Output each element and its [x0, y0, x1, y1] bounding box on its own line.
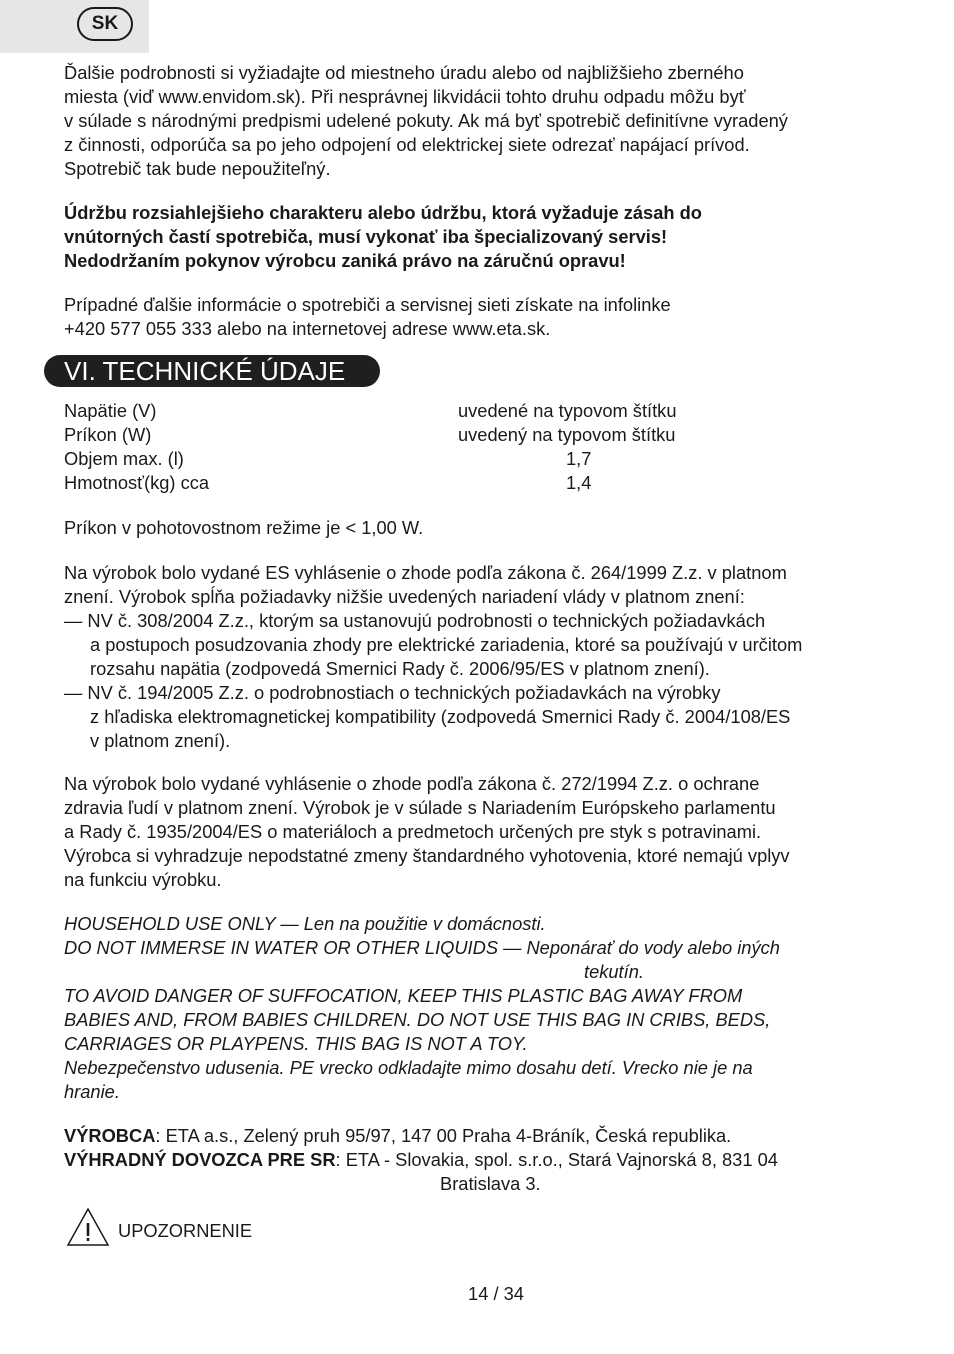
text-line: zdravia ľudí v platnom znení. Výrobok je v súlade s Nariadením Európskeho parlamentu	[64, 797, 776, 818]
spec-value: 1,7	[566, 448, 592, 469]
language-tab	[0, 0, 149, 53]
text-line: na funkciu výrobku.	[64, 869, 222, 890]
text-line: Prípadné ďalšie informácie o spotrebiči a servisnej sieti získate na infolinke	[64, 294, 671, 315]
spec-row	[64, 399, 894, 423]
spec-row	[64, 471, 894, 495]
spec-label: Objem max. (l)	[64, 448, 184, 469]
text-line: znení. Výrobok spĺňa požiadavky nižšie uvedených nariadení vlády v platnom znení:	[64, 586, 745, 607]
text-line: vnútorných častí spotrebiča, musí vykonať iba špecializovaný servis!	[64, 226, 668, 247]
food-contact-paragraph	[64, 772, 894, 892]
info-paragraph	[64, 293, 894, 341]
importer-label: VÝHRADNÝ DOVOZCA PRE SR	[64, 1149, 336, 1170]
spec-value: 1,4	[566, 472, 592, 493]
importer-line	[64, 1148, 894, 1172]
disposal-paragraph	[64, 61, 894, 181]
text-line: Na výrobok bolo vydané vyhlásenie o zhode podľa zákona č. 272/1994 Z.z. o ochrane	[64, 773, 760, 794]
text-line: Údržbu rozsiahlejšieho charakteru alebo údržbu, ktorá vyžaduje zásah do	[64, 202, 702, 223]
notice-bag-line: hranie.	[64, 1081, 120, 1102]
text-line: +420 577 055 333 alebo na internetovej adrese www.eta.sk.	[64, 318, 551, 339]
text-line: Výrobca si vyhradzuje nepodstatné zmeny štandardného vyhotovenia, ktoré nemajú vplyv	[64, 845, 790, 866]
manufacturer-text: : ETA a.s., Zelený pruh 95/97, 147 00 Praha 4-Bráník, Česká republika.	[155, 1125, 732, 1146]
text-line: z činnosti, odporúča sa po jeho odpojení od elektrickej siete odrezať napájací prívod.	[64, 134, 750, 155]
manufacturer-label: VÝROBCA	[64, 1125, 156, 1146]
notice-bag-line: BABIES AND, FROM BABIES CHILDREN. DO NOT USE THIS BAG IN CRIBS, BEDS,	[64, 1009, 771, 1030]
notice-household: HOUSEHOLD USE ONLY — Len na použitie v domácnosti.	[64, 913, 546, 934]
nv-item-line: v platnom znení).	[90, 730, 231, 751]
language-badge: SK	[77, 7, 133, 41]
text-line: Príkon v pohotovostnom režime je < 1,00 W.	[64, 517, 424, 538]
notice-bag-line: CARRIAGES OR PLAYPENS. THIS BAG IS NOT A TOY.	[64, 1033, 528, 1054]
spec-value: uvedený na typovom štítku	[458, 424, 676, 445]
service-warning-paragraph	[64, 201, 894, 273]
safety-notices	[64, 912, 894, 1104]
nv-item-line: z hľadiska elektromagnetickej kompatibility (zodpovedá Smernici Rady č. 2004/108/ES	[90, 706, 791, 727]
nv-item-line: rozsahu napätia (zodpovedá Smernici Rady č. 2006/95/ES v platnom znení).	[90, 658, 710, 679]
warning-triangle-icon	[66, 1207, 110, 1249]
page-number: 14 / 34	[468, 1283, 524, 1304]
spec-label: Napätie (V)	[64, 400, 157, 421]
nv-item-first-line: — NV č. 308/2004 Z.z., ktorým sa ustanovujú podrobnosti o technických požiadavkách	[64, 610, 766, 631]
notice-immerse-continued: tekutín.	[584, 961, 644, 982]
notice-bag-line: Nebezpečenstvo udusenia. PE vrecko odkladajte mimo dosahu detí. Vrecko nie je na	[64, 1057, 753, 1078]
importer-text: : ETA - Slovakia, spol. s.r.o., Stará Vajnorská 8, 831 04	[335, 1149, 778, 1170]
conformity-paragraph	[64, 561, 894, 753]
text-line: a Rady č. 1935/2004/ES o materiáloch a predmetoch určených pre styk s potravinami.	[64, 821, 762, 842]
notice-bag-line: TO AVOID DANGER OF SUFFOCATION, KEEP THIS PLASTIC BAG AWAY FROM	[64, 985, 743, 1006]
importer-text-continued: Bratislava 3.	[440, 1173, 541, 1194]
text-line: miesta (viď www.envidom.sk). Při nesprávnej likvidácii tohto druhu odpadu môžu byť	[64, 86, 746, 107]
spec-row	[64, 447, 894, 471]
warning-notice	[66, 1207, 326, 1251]
text-line: Na výrobok bolo vydané ES vyhlásenie o zhode podľa zákona č. 264/1999 Z.z. v platnom	[64, 562, 787, 583]
nv-item-line: a postupoch posudzovania zhody pre elektrické zariadenia, ktoré sa používajú v určitom	[90, 634, 803, 655]
warning-label: UPOZORNENIE	[118, 1220, 253, 1241]
text-line: Nedodržaním pokynov výrobcu zaniká právo na záručnú opravu!	[64, 250, 626, 271]
spec-label: Príkon (W)	[64, 424, 152, 445]
spec-row	[64, 423, 894, 447]
spec-value: uvedené na typovom štítku	[458, 400, 677, 421]
standby-paragraph	[64, 516, 894, 540]
section-heading: VI. TECHNICKÉ ÚDAJE	[44, 355, 380, 387]
manufacturer-block	[64, 1124, 894, 1196]
spec-label: Hmotnosť(kg) cca	[64, 472, 210, 493]
text-line: Spotrebič tak bude nepoužiteľný.	[64, 158, 331, 179]
notice-immerse: DO NOT IMMERSE IN WATER OR OTHER LIQUIDS — Neponárať do vody alebo iných	[64, 937, 780, 958]
specs-table	[64, 399, 894, 495]
manufacturer-line	[64, 1124, 894, 1148]
text-line: v súlade s národnými predpismi udelené pokuty. Ak má byť spotrebič definitívne vyradený	[64, 110, 788, 131]
nv-item-first-line: — NV č. 194/2005 Z.z. o podrobnostiach o technických požiadavkách na výrobky	[64, 682, 721, 703]
text-line: Ďalšie podrobnosti si vyžiadajte od miestneho úradu alebo od najbližšieho zberného	[64, 62, 744, 83]
